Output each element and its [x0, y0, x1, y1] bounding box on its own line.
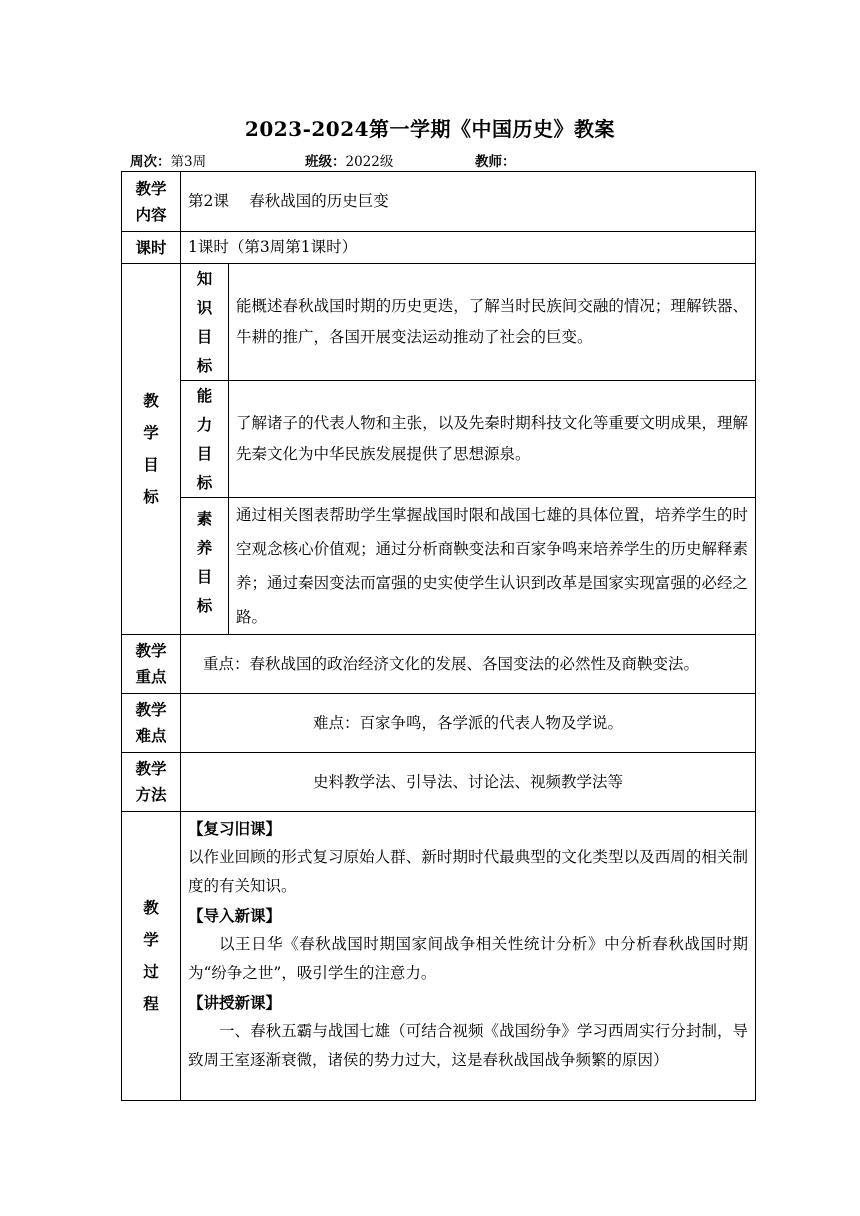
lecture-heading: 【讲授新课】	[188, 993, 282, 1012]
row-class-hours	[122, 232, 756, 264]
label-teaching-process: 教 学 过 程	[122, 812, 181, 1101]
row-ability-objective	[122, 381, 756, 498]
row-teaching-process	[122, 812, 756, 1101]
class-value: 2022级	[345, 154, 394, 170]
row-teaching-content	[122, 172, 756, 232]
methods-text: 史料教学法、引导法、讨论法、视频教学法等	[181, 753, 756, 812]
row-literacy-objective	[122, 498, 756, 635]
row-difficulties	[122, 694, 756, 753]
week-label: 周次：	[130, 154, 171, 170]
intro-text: 以王日华《春秋战国时期国家间战争相关性统计分析》中分析春秋战国时期为“纷争之世”，吸引学生的注意力。	[188, 935, 749, 982]
row-knowledge-objective	[122, 264, 756, 381]
teaching-process-content	[181, 812, 756, 1101]
class-label: 班级：	[305, 154, 346, 170]
review-heading: 【复习旧课】	[188, 819, 282, 838]
ability-objective-text: 了解诸子的代表人物和主张，以及先秦时期科技文化等重要文明成果，理解先秦文化为中华民族发展提供了思想源泉。	[229, 381, 756, 498]
label-literacy-objective: 素 养 目 标	[181, 498, 229, 635]
difficulties-text: 难点：百家争鸣，各学派的代表人物及学说。	[181, 694, 756, 753]
label-difficulties: 教学 难点	[122, 694, 181, 753]
label-key-points: 教学 重点	[122, 635, 181, 694]
header-meta	[130, 150, 755, 170]
row-methods	[122, 753, 756, 812]
literacy-objective-text: 通过相关图表帮助学生掌握战国时限和战国七雄的具体位置，培养学生的时空观念核心价值观；通过分析商鞅变法和百家争鸣来培养学生的历史解释素养；通过秦因变法而富强的史实使学生认识到改革是国家实现富强的必经之路。	[229, 498, 756, 635]
knowledge-objective-text: 能概述春秋战国时期的历史更迭，了解当时民族间交融的情况；理解铁器、牛耕的推广，各国开展变法运动推动了社会的巨变。	[229, 264, 756, 381]
intro-heading: 【导入新课】	[188, 906, 282, 925]
label-teaching-objectives: 教 学 目 标	[122, 264, 181, 635]
label-knowledge-objective: 知 识 目 标	[181, 264, 229, 381]
label-teaching-content: 教学 内容	[122, 172, 181, 232]
review-text: 以作业回顾的形式复习原始人群、新时期时代最典型的文化类型以及西周的相关制度的有关知识。	[188, 848, 749, 895]
label-class-hours: 课时	[122, 232, 181, 264]
label-methods: 教学 方法	[122, 753, 181, 812]
week-value: 第3周	[170, 154, 207, 170]
document-title: 2023-2024第一学期《中国历史》教案	[244, 117, 616, 141]
label-ability-objective: 能 力 目 标	[181, 381, 229, 498]
row-key-points	[122, 635, 756, 694]
teaching-content-text: 第2课 春秋战国的历史巨变	[181, 172, 756, 232]
teacher-label: 教师：	[475, 154, 516, 170]
class-hours-text: 1课时（第3周第1课时）	[181, 232, 756, 264]
lecture-text: 一、春秋五霸与战国七雄（可结合视频《战国纷争》学习西周实行分封制，导致周王室逐渐衰微，诸侯的势力过大，这是春秋战国战争频繁的原因）	[188, 1022, 749, 1069]
key-points-text: 重点：春秋战国的政治经济文化的发展、各国变法的必然性及商鞅变法。	[181, 635, 756, 694]
lesson-plan-table	[121, 171, 756, 1101]
